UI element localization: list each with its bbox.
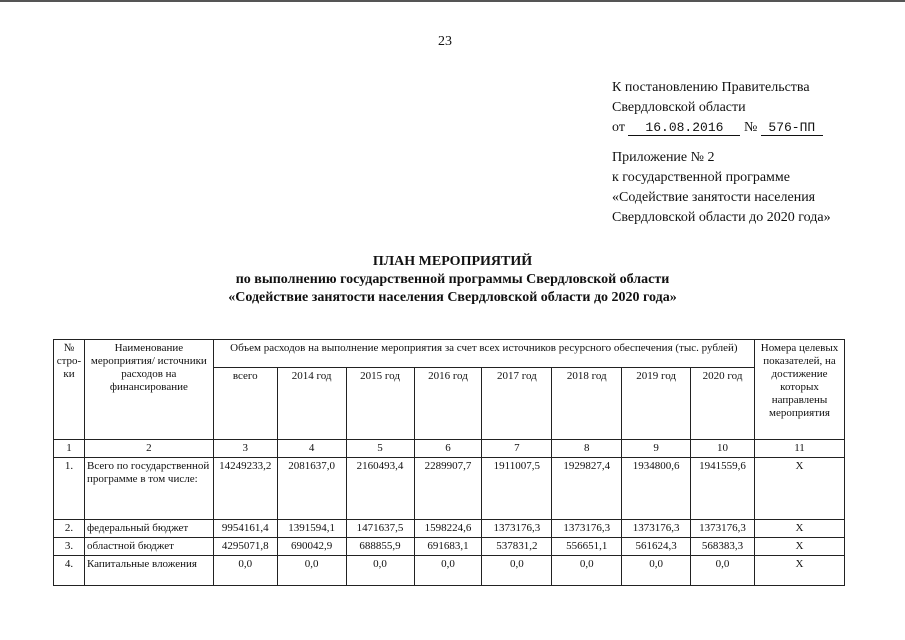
from-label: от: [612, 120, 625, 135]
appendix-line-3: «Содействие занятости населения: [612, 190, 816, 205]
column-number: 4: [277, 440, 346, 458]
row-name: Всего по государственной программе в том числе:: [84, 458, 213, 520]
row-2017: 1911007,5: [482, 458, 552, 520]
row-2014: 0,0: [277, 556, 346, 586]
appendix-block: [612, 148, 831, 228]
approval-block: [612, 78, 823, 138]
row-targets: X: [755, 556, 845, 586]
row-total: 9954161,4: [213, 520, 277, 538]
row-no: 2.: [54, 520, 85, 538]
table-row: [54, 538, 845, 556]
column-number: 9: [622, 440, 691, 458]
row-2015: 688855,9: [346, 538, 414, 556]
row-2019: 1934800,6: [622, 458, 691, 520]
table-header-row: [54, 340, 845, 368]
approval-number: 576-ПП: [761, 120, 823, 136]
row-2016: 0,0: [414, 556, 482, 586]
column-number: 10: [691, 440, 755, 458]
header-total: всего: [213, 368, 277, 440]
column-number: 8: [552, 440, 622, 458]
row-2016: 1598224,6: [414, 520, 482, 538]
row-2014: 690042,9: [277, 538, 346, 556]
row-2017: 1373176,3: [482, 520, 552, 538]
row-targets: X: [755, 520, 845, 538]
row-2019: 1373176,3: [622, 520, 691, 538]
header-row-no: № стро-ки: [54, 340, 85, 440]
row-2019: 561624,3: [622, 538, 691, 556]
top-border: [0, 0, 905, 2]
row-2014: 1391594,1: [277, 520, 346, 538]
row-2015: 2160493,4: [346, 458, 414, 520]
row-no: 3.: [54, 538, 85, 556]
plan-table: [53, 339, 845, 586]
row-2018: 556651,1: [552, 538, 622, 556]
row-total: 4295071,8: [213, 538, 277, 556]
row-total: 14249233,2: [213, 458, 277, 520]
row-no: 4.: [54, 556, 85, 586]
row-name: федеральный бюджет: [84, 520, 213, 538]
column-number: 5: [346, 440, 414, 458]
number-label: №: [743, 120, 758, 135]
row-total: 0,0: [213, 556, 277, 586]
row-2018: 0,0: [552, 556, 622, 586]
page-number: 23: [438, 34, 452, 49]
table-row: [54, 556, 845, 586]
document-subtitle-1: по выполнению государственной программы Свердловской области: [235, 272, 670, 287]
row-2020: 568383,3: [691, 538, 755, 556]
row-targets: X: [755, 538, 845, 556]
row-2018: 1373176,3: [552, 520, 622, 538]
appendix-line-1: Приложение № 2: [612, 150, 715, 165]
row-2020: 0,0: [691, 556, 755, 586]
header-targets: Номера целевых показателей, на достижение которых направлены мероприятия: [755, 340, 845, 440]
row-2017: 537831,2: [482, 538, 552, 556]
approval-line-2: Свердловской области: [612, 100, 746, 115]
approval-date-line: [612, 118, 823, 138]
row-2017: 0,0: [482, 556, 552, 586]
header-2017: 2017 год: [482, 368, 552, 440]
column-number: 3: [213, 440, 277, 458]
row-2020: 1941559,6: [691, 458, 755, 520]
row-2016: 691683,1: [414, 538, 482, 556]
document-subtitle-2: «Содействие занятости населения Свердловской области до 2020 года»: [228, 290, 677, 305]
column-number: 7: [482, 440, 552, 458]
row-targets: X: [755, 458, 845, 520]
appendix-line-2: к государственной программе: [612, 170, 790, 185]
column-number: 1: [54, 440, 85, 458]
row-2015: 1471637,5: [346, 520, 414, 538]
row-no: 1.: [54, 458, 85, 520]
column-number-row: [54, 440, 845, 458]
appendix-line-4: Свердловской области до 2020 года»: [612, 210, 831, 225]
approval-date: 16.08.2016: [628, 120, 740, 136]
row-2015: 0,0: [346, 556, 414, 586]
header-2016: 2016 год: [414, 368, 482, 440]
document-title: ПЛАН МЕРОПРИЯТИЙ: [372, 254, 533, 269]
column-number: 2: [84, 440, 213, 458]
row-2020: 1373176,3: [691, 520, 755, 538]
row-2016: 2289907,7: [414, 458, 482, 520]
row-2019: 0,0: [622, 556, 691, 586]
approval-line-1: К постановлению Правительства: [612, 80, 810, 95]
column-number: 6: [414, 440, 482, 458]
row-name: областной бюджет: [84, 538, 213, 556]
header-2014: 2014 год: [277, 368, 346, 440]
table-row: [54, 520, 845, 538]
header-2015: 2015 год: [346, 368, 414, 440]
header-name: Наименование мероприятия/ источники расходов на финансирование: [84, 340, 213, 440]
header-2018: 2018 год: [552, 368, 622, 440]
row-2018: 1929827,4: [552, 458, 622, 520]
table-row: [54, 458, 845, 520]
header-volume: Объем расходов на выполнение мероприятия за счет всех источников ресурсного обеспечения (тыс. рублей): [213, 340, 754, 368]
row-2014: 2081637,0: [277, 458, 346, 520]
row-name: Капитальные вложения: [84, 556, 213, 586]
header-2019: 2019 год: [622, 368, 691, 440]
column-number: 11: [755, 440, 845, 458]
header-2020: 2020 год: [691, 368, 755, 440]
